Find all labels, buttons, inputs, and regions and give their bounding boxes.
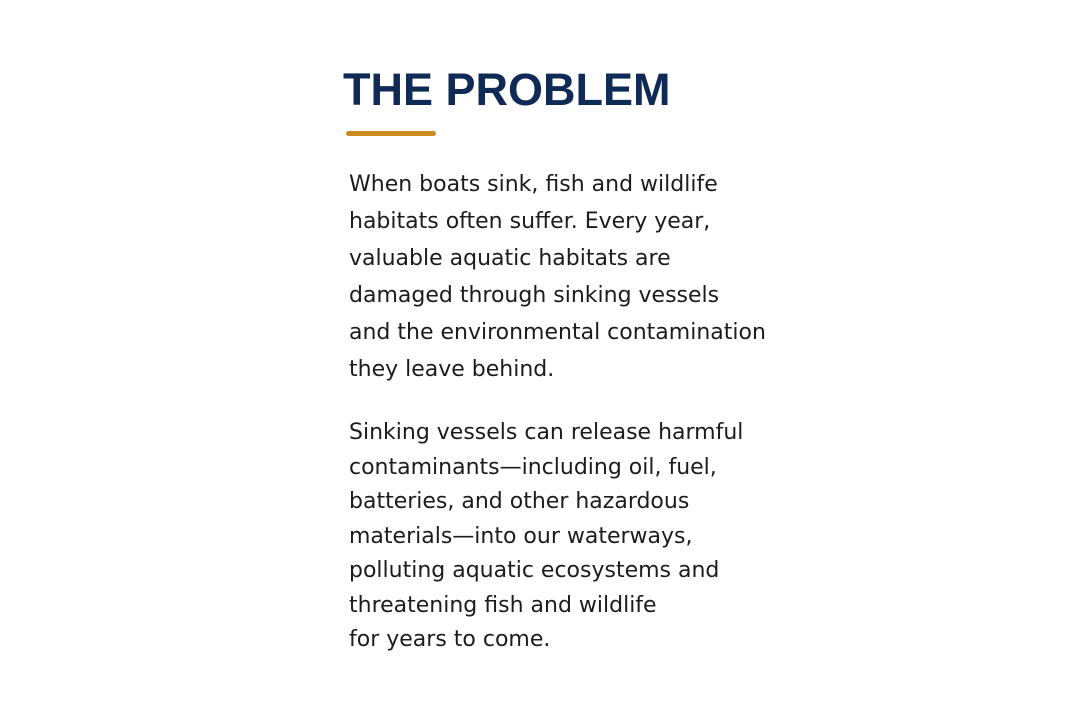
paragraph-contaminants (343, 416, 783, 658)
paragraph-line: Sinking vessels can release harmful (349, 420, 744, 445)
paragraph-line: for years to come. (349, 627, 551, 652)
paragraph-line: batteries, and other hazardous (349, 489, 690, 514)
paragraph-line: materials—into our waterways, (349, 523, 693, 549)
paragraph-line: polluting aquatic ecosystems and (349, 558, 720, 583)
paragraph-line: and the environmental contamination (349, 320, 766, 345)
page-title: THE PROBLEM (343, 64, 671, 115)
paragraph-line: contaminants—including oil, fuel, (349, 454, 717, 480)
paragraph-habitat-damage (343, 166, 783, 388)
paragraph-line: damaged through sinking vessels (349, 283, 720, 308)
paragraph-line: habitats often suffer. Every year, (349, 209, 711, 234)
title-underline (346, 131, 436, 136)
paragraph-line: they leave behind. (349, 357, 555, 382)
problem-section (343, 62, 783, 658)
paragraph-line: valuable aquatic habitats are (349, 246, 671, 271)
paragraph-line: When boats sink, fish and wildlife (349, 172, 718, 197)
paragraph-line: threatening fish and wildlife (349, 592, 657, 618)
